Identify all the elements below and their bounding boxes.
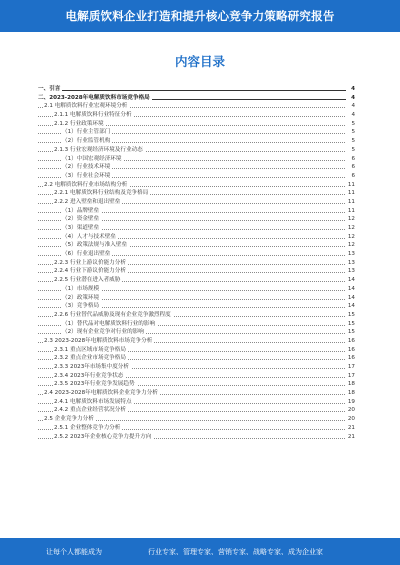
toc-entry-title: （2）行业监管机构 bbox=[62, 138, 111, 145]
toc-entry-title: （3）行业社会环境 bbox=[62, 172, 111, 179]
toc-entry-title: （1）品牌壁垒 bbox=[62, 207, 100, 214]
toc-entry[interactable] bbox=[38, 128, 355, 137]
toc-entry[interactable] bbox=[38, 189, 355, 198]
toc-entry-title: 2.2.4 行业下游议价能力分析 bbox=[54, 268, 126, 275]
toc-entry-title: （2）资金壁垒 bbox=[62, 216, 100, 223]
toc-entry[interactable] bbox=[38, 120, 355, 129]
toc-entry-page: 5 bbox=[346, 137, 355, 146]
toc-entry[interactable] bbox=[38, 215, 355, 224]
toc-entry-title: 2.2.2 进入壁垒和退出壁垒 bbox=[54, 198, 121, 205]
toc-entry-page: 14 bbox=[347, 303, 355, 310]
toc-entry[interactable] bbox=[38, 372, 355, 381]
toc-entry-title: 2.2.5 行业潜在进入者威胁 bbox=[54, 277, 121, 284]
toc-entry-title: 2.2.6 行业替代品威胁及现有企业竞争激烈程度 bbox=[54, 311, 171, 318]
toc-entry-title: （5）政策法规与准入壁垒 bbox=[62, 242, 128, 249]
footer-brand: 让每个人都能成为 bbox=[46, 548, 102, 556]
toc-entry[interactable] bbox=[38, 111, 355, 120]
toc-entry-title: 2.3.2 重点企业市场竞争格局 bbox=[54, 355, 126, 362]
toc-entry[interactable] bbox=[38, 433, 355, 442]
toc-entry-page: 20 bbox=[347, 416, 355, 423]
toc-entry-page: 12 bbox=[347, 233, 355, 240]
toc-entry-page: 13 bbox=[347, 268, 355, 275]
toc-entry-page: 21 bbox=[347, 424, 355, 431]
toc-entry-title: （3）竞争格局 bbox=[62, 303, 100, 310]
toc-entry-page: 14 bbox=[347, 285, 355, 292]
toc-entry-page: 18 bbox=[347, 390, 355, 397]
toc-entry-title: （6）行业退出壁垒 bbox=[62, 251, 111, 258]
toc-entry-page: 20 bbox=[347, 407, 355, 414]
table-of-contents bbox=[38, 85, 355, 441]
toc-entry-title: （1）中国宏观经济环境 bbox=[62, 155, 122, 162]
toc-entry[interactable] bbox=[38, 259, 355, 268]
toc-entry-title: 2.3 2023-2028年电解质饮料市场竞争分析 bbox=[44, 337, 153, 344]
toc-entry-title: 2.4 2023-2028年电解质饮料企业竞争力分析 bbox=[44, 390, 158, 397]
toc-entry[interactable] bbox=[38, 198, 355, 207]
toc-entry-title: （1）市场规模 bbox=[62, 285, 100, 292]
toc-entry-page: 6 bbox=[346, 155, 355, 164]
toc-entry[interactable] bbox=[38, 389, 355, 398]
toc-entry-title: 一、引言 bbox=[38, 86, 61, 92]
toc-entry-title: （3）渠道壁垒 bbox=[62, 225, 100, 231]
toc-entry-title: 2.5.1 企业整体竞争力分析 bbox=[54, 424, 121, 431]
toc-entry-page: 16 bbox=[347, 346, 355, 353]
toc-entry-title: 2.2.1 电解质饮料行业结构及竞争格局 bbox=[54, 190, 149, 197]
toc-entry-title: （4）人才与技术壁垒 bbox=[62, 233, 116, 240]
footer-tagline: 行业专家、管理专家、营销专家、战略专家、成为企业家 bbox=[148, 548, 323, 556]
toc-entry[interactable] bbox=[38, 172, 355, 181]
toc-entry-page: 21 bbox=[347, 433, 355, 440]
toc-entry-title: 2.4.1 电解质饮料市场发展特点 bbox=[54, 398, 132, 405]
toc-entry-page: 11 bbox=[347, 207, 355, 214]
toc-entry[interactable] bbox=[38, 380, 355, 389]
toc-entry-page: 12 bbox=[347, 225, 355, 231]
toc-entry-page: 4 bbox=[346, 94, 355, 103]
toc-entry-title: 二、2023-2028年电解质饮料市场竞争格局 bbox=[38, 94, 150, 101]
toc-entry-title: 2.2.3 行业上游议价能力分析 bbox=[54, 259, 126, 266]
toc-entry[interactable] bbox=[38, 155, 355, 164]
toc-entry-title: （2）行业技术环境 bbox=[62, 164, 111, 171]
toc-entry[interactable] bbox=[38, 398, 355, 407]
toc-entry[interactable] bbox=[38, 424, 355, 433]
toc-entry[interactable] bbox=[38, 163, 355, 172]
toc-entry-title: （2）政策环境 bbox=[62, 294, 100, 301]
toc-entry-title: 2.4.2 重点企业经营状况分析 bbox=[54, 407, 126, 414]
toc-entry[interactable] bbox=[38, 363, 355, 372]
toc-leader-dots bbox=[38, 90, 347, 91]
toc-entry-title: 2.3.3 2023年市场集中度分析 bbox=[54, 364, 129, 370]
toc-entry[interactable] bbox=[38, 181, 355, 190]
toc-entry-page: 5 bbox=[346, 128, 355, 137]
toc-entry[interactable] bbox=[38, 294, 355, 303]
toc-entry[interactable] bbox=[38, 94, 355, 103]
toc-entry-page: 18 bbox=[347, 381, 355, 388]
toc-entry-title: 2.1.2 行业政策环境 bbox=[54, 120, 104, 127]
toc-entry[interactable] bbox=[38, 302, 355, 311]
toc-entry-page: 15 bbox=[347, 311, 355, 318]
toc-heading: 内容目录 bbox=[174, 54, 225, 69]
toc-entry-title: 2.3.4 2023年行业竞争状态 bbox=[54, 372, 124, 379]
toc-entry[interactable] bbox=[38, 250, 355, 259]
toc-entry[interactable] bbox=[38, 285, 355, 294]
toc-entry-title: （2）现有企业竞争对行业的影响 bbox=[62, 329, 144, 336]
toc-entry[interactable] bbox=[38, 102, 355, 111]
toc-entry[interactable] bbox=[38, 241, 355, 250]
toc-entry-title: 2.5.2 2023年企业核心竞争力提升方向 bbox=[54, 433, 152, 440]
toc-entry-page: 11 bbox=[347, 190, 355, 197]
toc-entry-title: 2.2 电解质饮料行业市场结构分析 bbox=[44, 181, 128, 188]
toc-entry[interactable] bbox=[38, 311, 355, 320]
toc-entry-title: （1）替代品对电解质饮料行业的影响 bbox=[62, 320, 156, 327]
toc-entry[interactable] bbox=[38, 207, 355, 216]
toc-entry[interactable] bbox=[38, 224, 355, 233]
toc-entry-page: 13 bbox=[347, 259, 355, 266]
toc-entry-page: 15 bbox=[347, 329, 355, 336]
report-title: 电解质饮料企业打造和提升核心竞争力策略研究报告 bbox=[65, 9, 335, 23]
toc-entry-title: 2.1 电解质饮料行业宏观环境分析 bbox=[44, 103, 128, 110]
toc-entry-page: 17 bbox=[347, 372, 355, 379]
toc-entry[interactable] bbox=[38, 354, 355, 363]
toc-entry-title: 2.3.5 2023年行业竞争发展趋势 bbox=[54, 381, 135, 388]
toc-entry-page: 4 bbox=[346, 111, 355, 120]
toc-entry-title: （1）行业主管部门 bbox=[62, 129, 111, 136]
toc-entry[interactable] bbox=[38, 337, 355, 346]
toc-entry[interactable] bbox=[38, 328, 355, 337]
toc-entry-page: 17 bbox=[347, 364, 355, 370]
toc-entry[interactable] bbox=[38, 276, 355, 285]
toc-entry-page: 15 bbox=[347, 320, 355, 327]
report-header bbox=[0, 0, 400, 32]
toc-entry-page: 14 bbox=[347, 294, 355, 301]
toc-entry-page: 11 bbox=[347, 181, 355, 188]
toc-entry[interactable] bbox=[38, 346, 355, 355]
toc-entry[interactable] bbox=[38, 415, 355, 424]
toc-entry-page: 4 bbox=[346, 102, 355, 111]
toc-entry[interactable] bbox=[38, 320, 355, 329]
toc-entry[interactable] bbox=[38, 406, 355, 415]
toc-entry[interactable] bbox=[38, 146, 355, 155]
toc-entry-page: 12 bbox=[347, 216, 355, 223]
toc-entry-page: 4 bbox=[346, 85, 355, 94]
toc-entry-page: 12 bbox=[347, 242, 355, 249]
toc-entry[interactable] bbox=[38, 137, 355, 146]
toc-entry-title: 2.5 企业竞争力分析 bbox=[44, 416, 94, 423]
toc-entry-page: 5 bbox=[346, 120, 355, 129]
toc-entry-page: 19 bbox=[347, 398, 355, 405]
toc-entry-page: 14 bbox=[347, 277, 355, 284]
report-footer bbox=[0, 538, 400, 565]
toc-entry[interactable] bbox=[38, 85, 355, 94]
toc-entry-title: 2.1.3 行业宏观经济环境及行业动态 bbox=[54, 146, 143, 153]
toc-entry-title: 2.1.1 电解质饮料行业特征分析 bbox=[54, 112, 132, 119]
toc-entry-page: 16 bbox=[347, 337, 355, 344]
toc-entry-page: 5 bbox=[346, 146, 355, 155]
toc-entry-page: 6 bbox=[346, 172, 355, 181]
toc-entry-page: 13 bbox=[347, 251, 355, 258]
toc-entry[interactable] bbox=[38, 233, 355, 242]
toc-entry-page: 11 bbox=[347, 198, 355, 205]
toc-entry-page: 6 bbox=[346, 163, 355, 172]
toc-entry-page: 16 bbox=[347, 355, 355, 362]
toc-entry-title: 2.3.1 重点区域市场竞争格局 bbox=[54, 346, 126, 353]
toc-entry[interactable] bbox=[38, 267, 355, 276]
